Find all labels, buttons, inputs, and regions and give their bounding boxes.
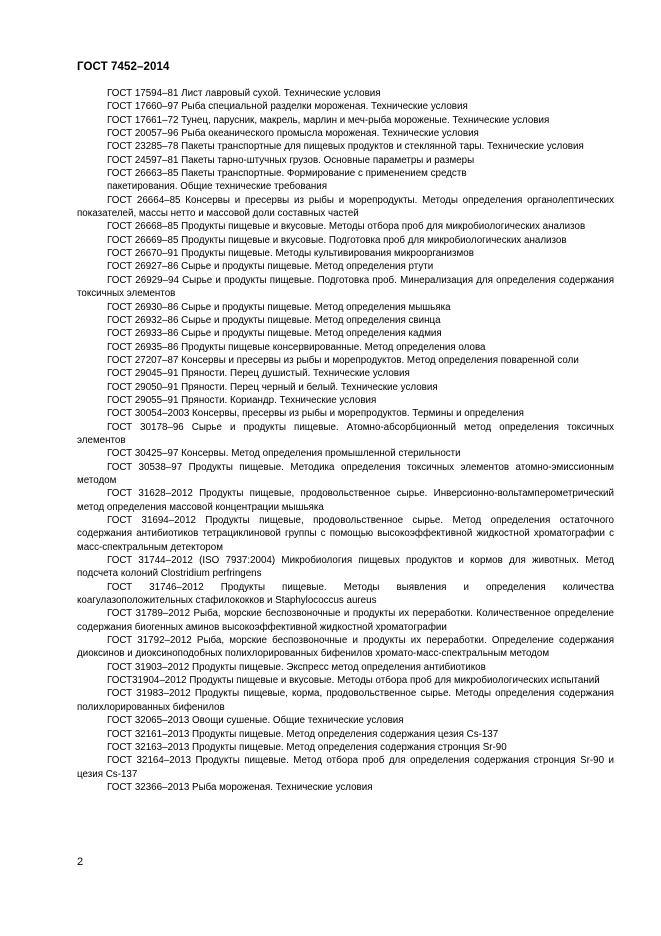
reference-item: ГОСТ 30054–2003 Консервы, пресервы из рыбы и морепродуктов. Термины и определения — [107, 408, 524, 420]
reference-item: ГОСТ 31694–2012 Продукты пищевые, продовольственное сырье. Метод определения остаточного содержания антибиотиков тетрациклиновой группы с помощью высокоэффективной жидкостной хроматографии с масс-спектральным детектором — [77, 515, 614, 553]
reference-item: ГОСТ 31792–2012 Рыба, морские беспозвоночные и продукты их переработки. Определение содержания диоксинов и диоксиноподобных полихлорированных бифенилов хромато-масс-спектральным методом — [77, 635, 614, 660]
reference-item: ГОСТ 31628–2012 Продукты пищевые, продовольственное сырье. Инверсионно-вольтамперометрический метод определения массовой концентрации мышьяка — [77, 488, 614, 513]
reference-item: ГОСТ 17660–97 Рыба специальной разделки мороженая. Технические условия — [107, 101, 468, 113]
reference-item: ГОСТ 26933–86 Сырье и продукты пищевые. Метод определения кадмия — [107, 328, 442, 340]
reference-item: ГОСТ 29050–91 Пряности. Перец черный и белый. Технические условия — [107, 381, 438, 393]
reference-item: ГОСТ 17594–81 Лист лавровый сухой. Технические условия — [107, 88, 381, 99]
reference-item: ГОСТ 27207–87 Консервы и пресервы из рыбы и морепродуктов. Метод определения поваренной соли — [107, 354, 579, 366]
reference-item: ГОСТ 26670–91 Продукты пищевые. Методы культивирования микроорганизмов — [107, 248, 474, 260]
reference-item: ГОСТ 29055–91 Пряности. Кориандр. Технические условия — [107, 394, 377, 406]
reference-item: ГОСТ 26929–94 Сырье и продукты пищевые. Подготовка проб. Минерализация для определения содержания токсичных элементов — [77, 274, 614, 300]
reference-item: ГОСТ31904–2012 Продукты пищевые и вкусовые. Методы отбора проб для микробиологических испытаний — [107, 675, 600, 687]
reference-item-continuation: пакетирования. Общие технические требования — [107, 181, 328, 193]
page-number: 2 — [77, 856, 84, 868]
reference-item: ГОСТ 26935–86 Продукты пищевые консервированные. Метод определения олова — [107, 341, 486, 353]
reference-item: ГОСТ 31903–2012 Продукты пищевые. Экспресс метод определения антибиотиков — [107, 661, 486, 673]
reference-item: ГОСТ 20057–96 Рыба океанического промысла мороженая. Технические условия — [107, 128, 479, 140]
reference-item: ГОСТ 31789–2012 Рыба, морские беспозвоночные и продукты их переработки. Количественное определение содержания биогенных аминов высокоэффективной жидкостной хроматографии — [77, 608, 614, 633]
references-list — [77, 87, 614, 794]
reference-item: ГОСТ 32161–2013 Продукты пищевые. Метод определения содержания цезия Cs-137 — [107, 728, 499, 740]
reference-item: ГОСТ 26930–86 Сырье и продукты пищевые. Метод определения мышьяка — [107, 301, 451, 313]
reference-item: ГОСТ 32366–2013 Рыба мороженая. Технические условия — [107, 781, 373, 793]
reference-item: ГОСТ 32164–2013 Продукты пищевые. Метод отбора проб для определения содержания стронция Sr-90 и цезия Cs-137 — [77, 755, 614, 780]
reference-item: ГОСТ 30538–97 Продукты пищевые. Методика определения токсичных элементов атомно-эмиссионным методом — [77, 461, 614, 486]
reference-item: ГОСТ 26932–86 Сырье и продукты пищевые. Метод определения свинца — [107, 314, 441, 326]
reference-item: ГОСТ 30178–96 Сырье и продукты пищевые. Атомно-абсорбционный метод определения токсичных элементов — [77, 421, 614, 446]
reference-item: ГОСТ 26664–85 Консервы и пресервы из рыбы и морепродукты. Методы определения органолептических показателей, массы нетто и массовой доли составных частей — [77, 194, 614, 220]
reference-item: ГОСТ 17661–72 Тунец, парусник, макрель, марлин и меч-рыба мороженые. Технические условия — [107, 114, 550, 126]
reference-item: ГОСТ 31746–2012 Продукты пищевые. Методы выявления и определения количества коагулазоположительных стафилококков и Staphylococcus aureus — [77, 581, 614, 607]
reference-item: ГОСТ 32163–2013 Продукты пищевые. Метод определения содержания стронция Sr-90 — [107, 741, 507, 753]
reference-item: ГОСТ 26669–85 Продукты пищевые и вкусовые. Подготовка проб для микробиологических анализов — [107, 234, 567, 246]
reference-item: ГОСТ 29045–91 Пряности. Перец душистый. Технические условия — [107, 368, 410, 380]
reference-item: ГОСТ 26663–85 Пакеты транспортные. Формирование с применением средств — [107, 168, 467, 180]
reference-item: ГОСТ 26927–86 Сырье и продукты пищевые. Метод определения ртути — [107, 261, 434, 273]
document-header: ГОСТ 7452–2014 — [77, 61, 170, 73]
reference-item: ГОСТ 24597–81 Пакеты тарно-штучных грузов. Основные параметры и размеры — [107, 154, 475, 166]
reference-item: ГОСТ 30425–97 Консервы. Метод определения промышленной стерильности — [107, 448, 461, 460]
reference-item: ГОСТ 26668–85 Продукты пищевые и вкусовые. Методы отбора проб для микробиологических анализов — [107, 221, 586, 233]
reference-item: ГОСТ 31744–2012 (ISO 7937:2004) Микробиология пищевых продуктов и кормов для животных. Метод подсчета колоний Clostridium perfringens — [77, 555, 614, 580]
reference-item: ГОСТ 31983–2012 Продукты пищевые, корма, продовольственное сырье. Методы определения содержания полихлорированных бифенилов — [77, 688, 614, 713]
reference-item: ГОСТ 32065–2013 Овощи сушеные. Общие технические условия — [107, 715, 404, 727]
reference-item: ГОСТ 23285–78 Пакеты транспортные для пищевых продуктов и стеклянной тары. Технические условия — [107, 141, 584, 153]
